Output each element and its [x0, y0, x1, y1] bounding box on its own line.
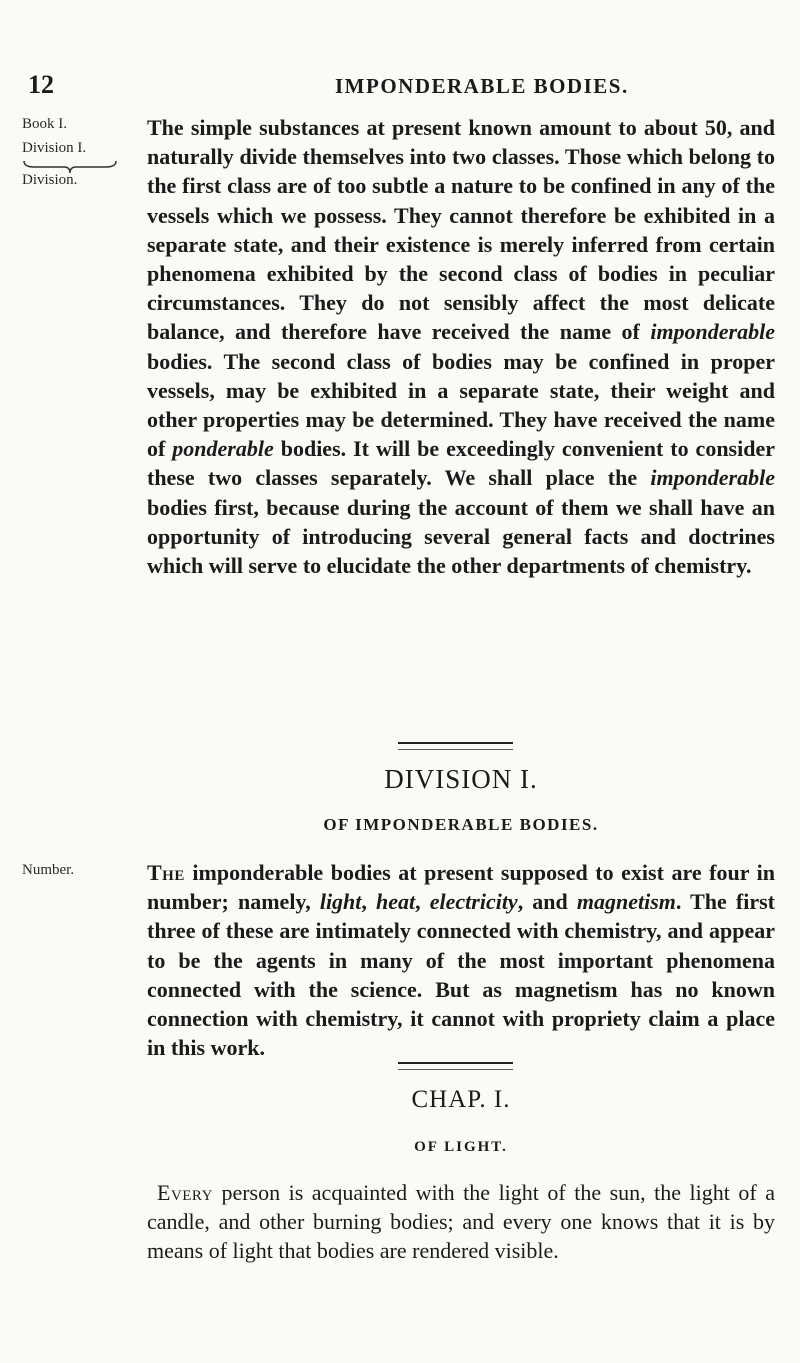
chapter-divider: [398, 1062, 513, 1070]
paragraph-number: The imponderable bodies at present supposed to exist are four in number; namely, light, heat, electricity, and magnetism. The first three of these are intimately connected with chemistry, and appear to be the agents in many of the most important phenomena connected with the science. But as magnetism has no known connection with chemistry, it cannot with propriety claim a place in this work.: [147, 860, 775, 1061]
paragraph-intro: The simple substances at present known amount to about 50, and naturally divide themselves into two classes. Those which belong to the first class are of too subtle a nature to be confined in any of the vessels which we possess. They cannot therefore be exhibited in a separate state, and their existence is merely inferred from certain phenomena exhibited by the second class of bodies in peculiar circumstances. They do not sensibly affect the most delicate balance, and therefore have received the name of imponderable bodies. The second class of bodies may be confined in proper vessels, may be exhibited in a separate state, their weight and other properties may be determined. They have received the name of ponderable bodies. It will be exceedingly convenient to consider these two classes separately. We shall place the imponderable bodies first, because during the account of them we shall have an opportunity of introducing several general facts and doctrines which will serve to elucidate the other departments of chemistry.: [147, 115, 775, 579]
margin-note-book: Book I.: [22, 116, 67, 132]
section-divider: [398, 742, 513, 750]
paragraph-light: Every person is acquainted with the light of the sun, the light of a candle, and other burning bodies; and every one knows that it is by means of light that bodies are rendered visible.: [147, 1180, 775, 1264]
page-header: [0, 70, 800, 106]
division-subtitle: OF IMPONDERABLE BODIES.: [323, 815, 599, 834]
division-title: DIVISION I.: [384, 764, 538, 794]
chapter-title: CHAP. I.: [411, 1086, 511, 1113]
page-number: 12: [28, 70, 54, 99]
margin-note-subject: Division.: [22, 172, 78, 188]
chapter-subtitle: OF LIGHT.: [414, 1139, 508, 1155]
running-title: IMPONDERABLE BODIES.: [335, 74, 629, 98]
margin-note-division: Division I.: [22, 140, 87, 156]
margin-note-number: Number.: [22, 862, 75, 878]
